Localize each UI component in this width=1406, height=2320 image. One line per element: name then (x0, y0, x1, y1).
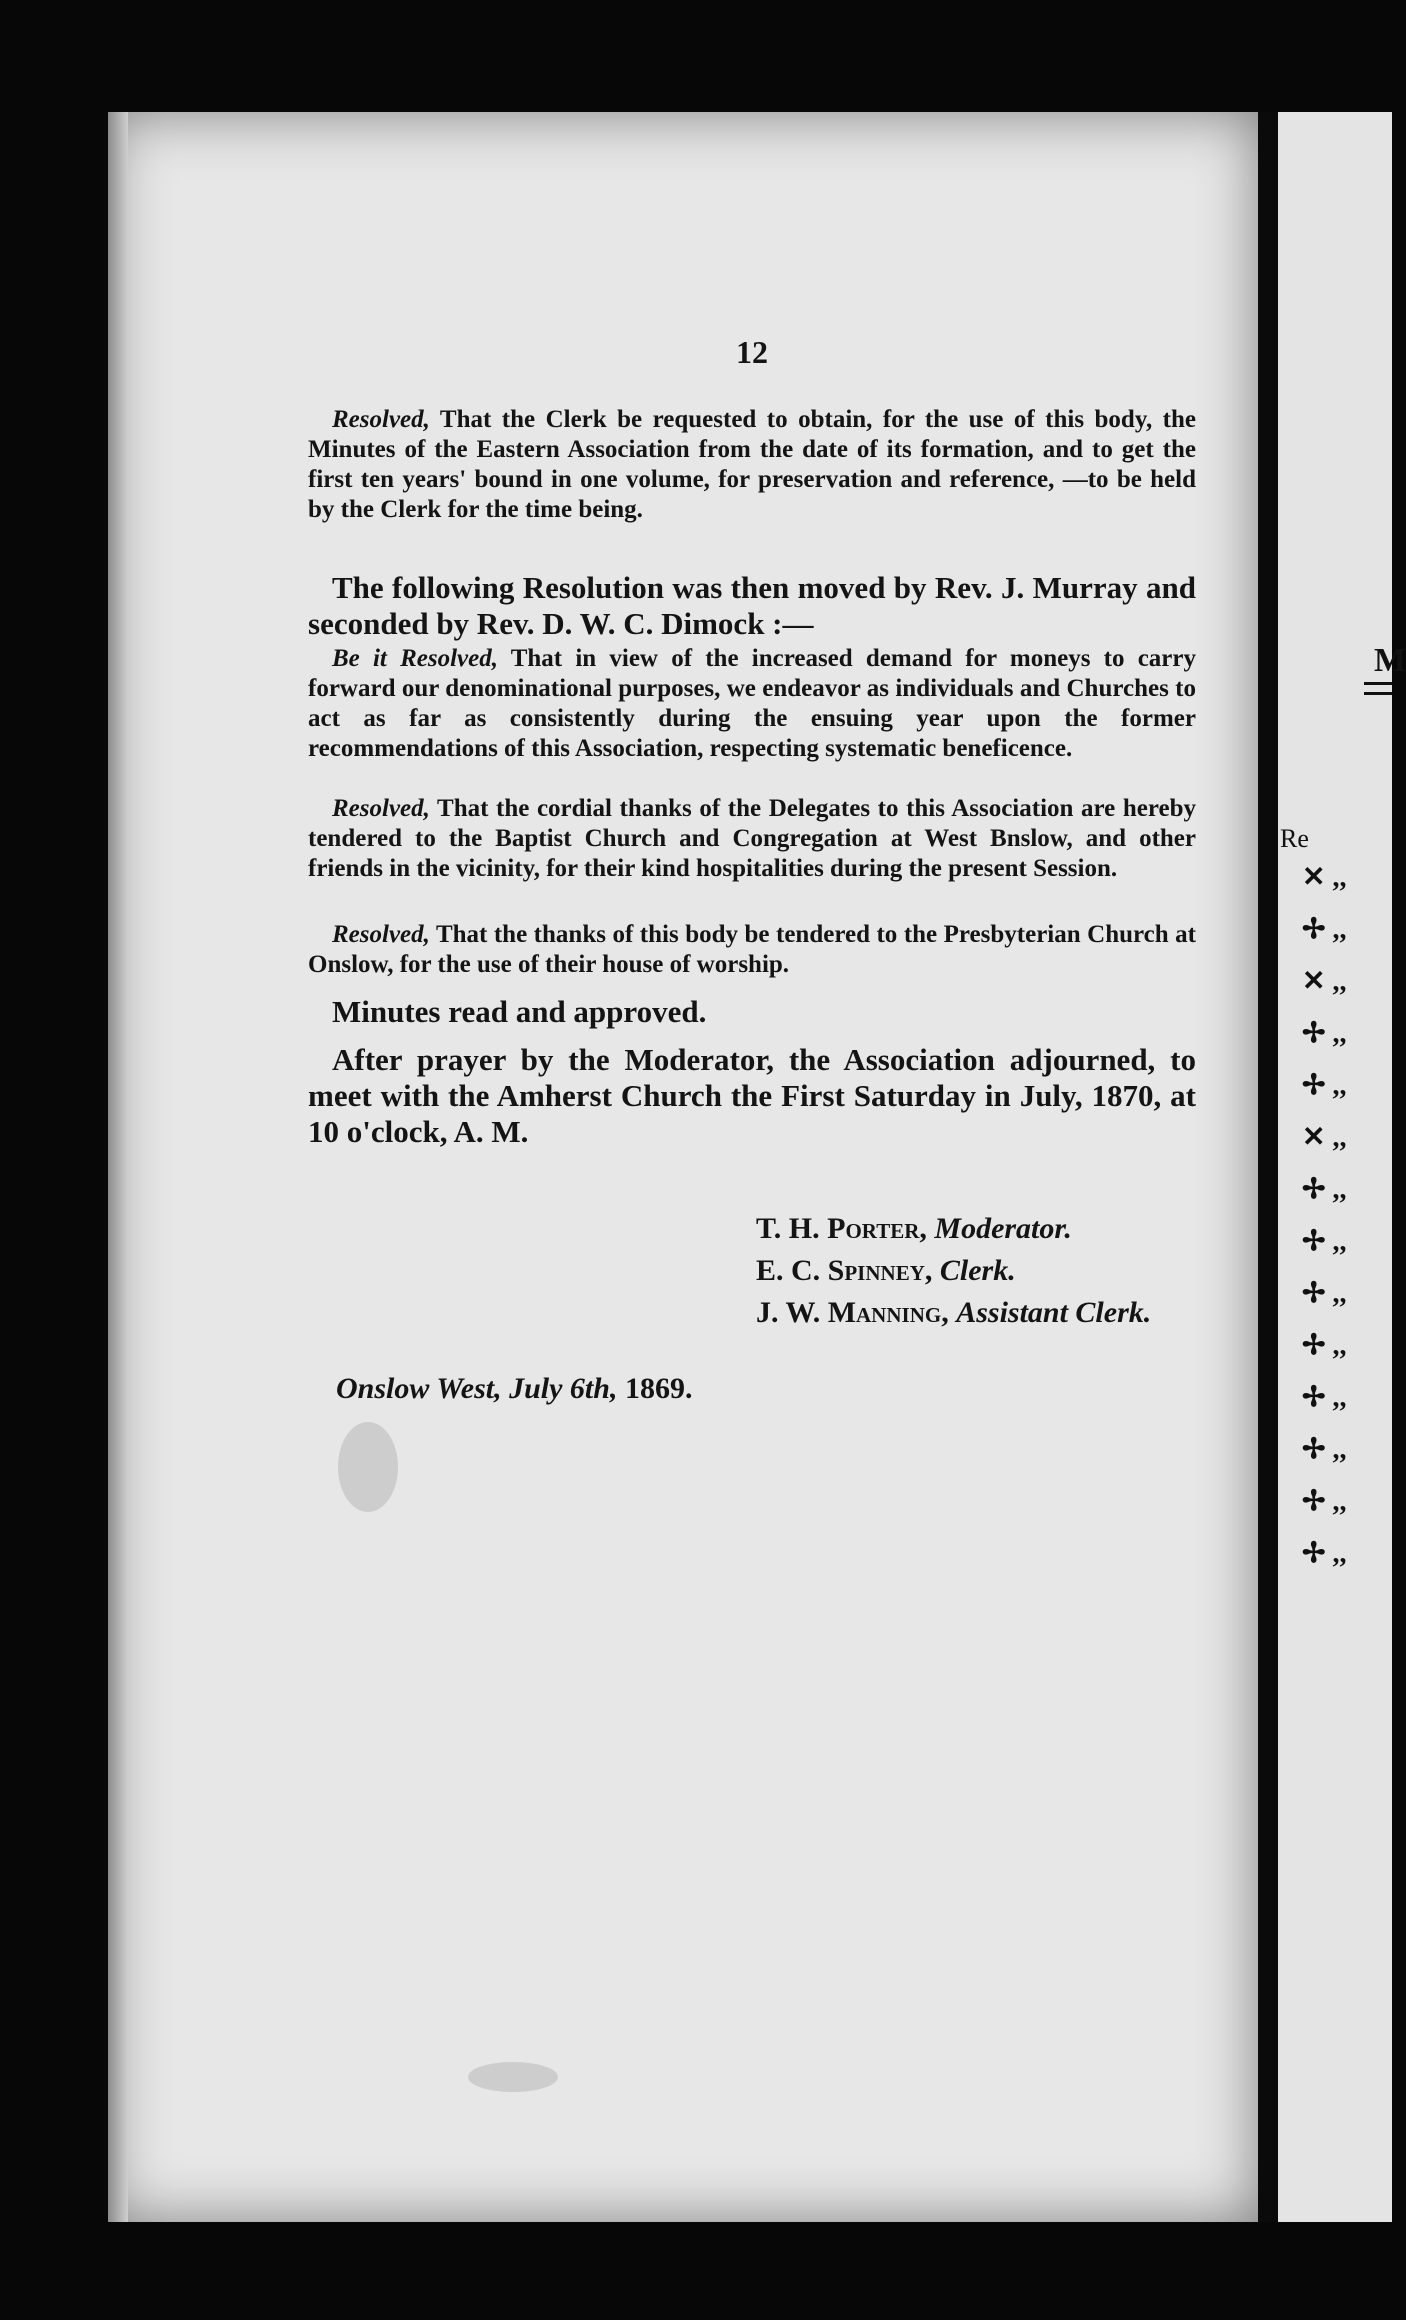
book-gutter (1258, 112, 1278, 2222)
dateline-place: Onslow West, July 6th, (336, 1372, 618, 1405)
ditto-mark: ✢ ,, (1302, 1382, 1347, 1413)
minutes-approved: Minutes read and approved. (332, 994, 707, 1029)
paragraph-body: That the Clerk be requested to obtain, for the use of this body, the Minutes of the Eastern Association from the date of its formation, and to get the first ten years' bound in one volume, for preservation and reference, —to be held by the Clerk for the time being. (308, 406, 1196, 523)
resolution-paragraph-4 (308, 920, 1196, 980)
facing-page-letter: M (1374, 642, 1406, 679)
ditto-mark: ✢ ,, (1302, 1538, 1347, 1569)
resolution-paragraph-3 (308, 794, 1196, 884)
stain (338, 1422, 398, 1512)
ditto-mark: ✢ ,, (1302, 1070, 1347, 1101)
document-page (108, 112, 1258, 2222)
resolved-lead: Resolved, (332, 921, 430, 948)
ditto-mark: ✕ ,, (1302, 1122, 1347, 1153)
stain (468, 2062, 558, 2092)
signature-moderator (756, 1212, 1072, 1246)
ditto-mark: ✢ ,, (1302, 1226, 1347, 1257)
ditto-mark: ✢ ,, (1302, 914, 1347, 945)
paragraph-body: That in view of the increased demand for moneys to carry forward our denominational purposes, we endeavor as individuals and Churches to act as far as consistently during the ensuing year upon the former recommendations of this Association, respecting systematic beneficence. (308, 645, 1196, 762)
resolved-lead: Be it Resolved, (332, 645, 498, 672)
signature-name: J. W. Manning, (756, 1296, 949, 1329)
paragraph-body: That the thanks of this body be tendered to the Presbyterian Church at Onslow, for the use of their house of worship. (308, 921, 1196, 978)
ditto-mark: ✢ ,, (1302, 1330, 1347, 1361)
ditto-mark: ✢ ,, (1302, 1174, 1347, 1205)
ditto-mark: ✢ ,, (1302, 1018, 1347, 1049)
ditto-mark: ✢ ,, (1302, 1486, 1347, 1517)
ditto-mark: ✢ ,, (1302, 1278, 1347, 1309)
signature-name: T. H. Porter, (756, 1212, 927, 1245)
page-number: 12 (736, 334, 768, 370)
signature-name: E. C. Spinney, (756, 1254, 933, 1287)
paragraph-body: That the cordial thanks of the Delegates to this Association are hereby tendered to the Baptist Church and Congregation at West Bnslow, and other friends in the vicinity, for their kind hospitalities during the present Session. (308, 795, 1196, 882)
facing-page-heading: Re (1280, 824, 1309, 853)
ditto-mark: ✕ ,, (1302, 862, 1347, 893)
dateline-year: 1869. (617, 1372, 693, 1405)
signature-role: Moderator. (934, 1212, 1072, 1245)
ditto-mark: ✕ ,, (1302, 966, 1347, 997)
signature-role: Clerk. (939, 1254, 1016, 1287)
facing-page-fragment (1278, 112, 1406, 2222)
page-fold-shadow (108, 112, 128, 2222)
facing-page-rule (1364, 682, 1392, 685)
signature-clerk (756, 1254, 1016, 1288)
facing-page-rule (1364, 692, 1392, 695)
signature-assistant-clerk (756, 1296, 1151, 1330)
signature-role: Assistant Clerk. (956, 1296, 1152, 1329)
resolution-paragraph-1 (308, 405, 1196, 525)
resolved-lead: Resolved, (332, 795, 430, 822)
ditto-mark: ✢ ,, (1302, 1434, 1347, 1465)
resolution-paragraph-2 (308, 644, 1196, 764)
dateline (336, 1372, 692, 1406)
resolved-lead: Resolved, (332, 406, 430, 433)
adjournment-paragraph: After prayer by the Moderator, the Association adjourned, to meet with the Amherst Church the First Saturday in July, 1870, at 10 o'clock, A. M. (308, 1042, 1196, 1149)
motion-paragraph: The following Resolution was then moved by Rev. J. Murray and seconded by Rev. D. W. C. Dimock :— (308, 570, 1196, 641)
